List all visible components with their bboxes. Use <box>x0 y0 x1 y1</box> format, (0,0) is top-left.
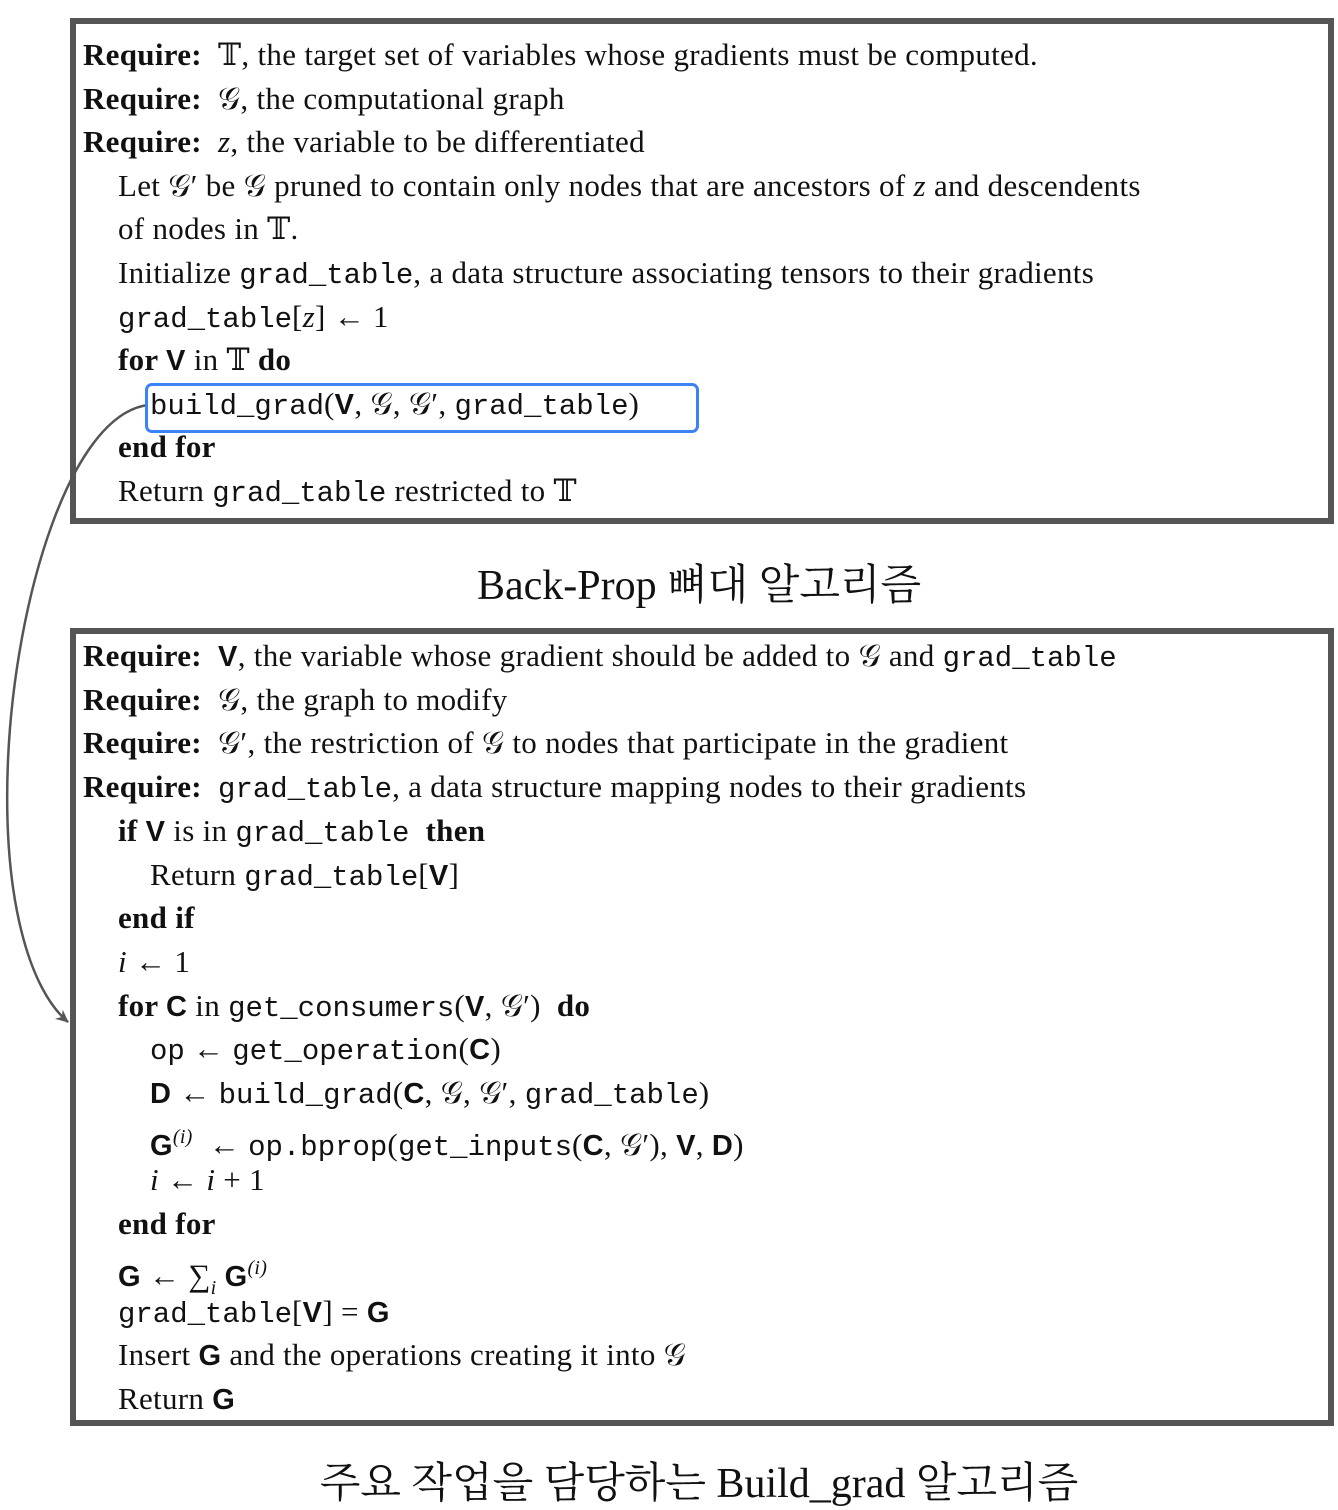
text: ( <box>387 1126 398 1162</box>
code-text: op.bprop <box>248 1130 388 1164</box>
backprop-line <box>83 77 565 121</box>
bold-variable: V <box>302 1296 323 1329</box>
text: , 𝒢′), <box>603 1126 677 1162</box>
text: , a data structure mapping nodes to their gradients <box>392 769 1027 805</box>
backprop-line <box>118 425 216 469</box>
text: Insert <box>118 1337 199 1373</box>
text: Return <box>118 473 213 508</box>
math-variable: i <box>206 1162 216 1198</box>
text: Return <box>118 1380 213 1416</box>
text: ) <box>490 1031 501 1067</box>
build-grad-line <box>118 940 190 984</box>
bold-variable: C <box>582 1129 604 1162</box>
bold-variable: V <box>464 990 485 1023</box>
code-text: grad_table <box>454 389 629 423</box>
text: in <box>187 987 229 1023</box>
bold-variable: V <box>334 388 355 421</box>
highlighted-call-box <box>145 383 699 433</box>
backprop-line <box>118 469 577 513</box>
math-variable: z <box>218 124 231 160</box>
bold-variable: G <box>224 1260 248 1293</box>
text: Let 𝒢′ be 𝒢 pruned to contain only nodes that are ancestors of <box>118 167 914 203</box>
bold-variable: V <box>676 1129 696 1162</box>
bold-variable: C <box>165 990 188 1023</box>
backprop-line <box>118 295 389 339</box>
text: ← <box>171 1075 219 1110</box>
build-grad-caption: 주요 작업을 담당하는 Build_grad 알고리즘 <box>319 1461 1079 1507</box>
keyword: Require: <box>83 725 202 761</box>
text: ] ← 1 <box>315 298 389 334</box>
superscript: (i) <box>247 1256 268 1279</box>
code-text: grad_table <box>118 302 293 336</box>
text: ) <box>628 385 640 421</box>
build-grad-line <box>118 984 590 1028</box>
code-text: grad_table <box>212 477 387 510</box>
backprop-line <box>118 207 299 251</box>
build-grad-line <box>118 1333 686 1377</box>
text: ( <box>324 385 335 421</box>
keyword: do <box>556 987 591 1023</box>
text: 𝕋, the target set of variables whose gradients must be computed. <box>201 37 1038 72</box>
text <box>202 769 218 804</box>
bold-variable: V <box>218 641 238 673</box>
text: ← <box>192 1126 249 1162</box>
bold-variable: V <box>145 815 166 848</box>
text: , 𝒢, 𝒢′, <box>354 385 455 421</box>
build-grad-line <box>150 1027 501 1071</box>
bold-variable: G <box>212 1383 236 1416</box>
backprop-caption: Back-Prop 뼈대 알고리즘 <box>476 563 922 609</box>
build-grad-line <box>83 634 1117 678</box>
build-grad-line <box>118 1377 235 1421</box>
backprop-line <box>118 251 1094 295</box>
bold-variable: G <box>150 1129 173 1162</box>
bold-variable: C <box>469 1034 491 1067</box>
text: ( <box>454 987 465 1023</box>
code-text: grad_table <box>235 816 410 850</box>
keyword: for <box>118 342 166 378</box>
text: ) <box>733 1126 744 1162</box>
text: ) <box>698 1075 710 1110</box>
build-grad-line <box>118 1290 390 1334</box>
text: , 𝒢, 𝒢′, <box>424 1075 525 1110</box>
build-grad-line <box>118 809 485 853</box>
text: 𝒢, the computational graph <box>201 80 565 116</box>
text: ( <box>392 1075 404 1110</box>
bold-variable: D <box>150 1078 172 1110</box>
keyword: end for <box>118 1206 216 1242</box>
bold-variable: C <box>403 1078 425 1110</box>
backprop-line <box>83 33 1038 77</box>
text <box>202 124 218 159</box>
superscript: (i) <box>172 1125 193 1148</box>
text: Initialize <box>118 255 240 290</box>
code-text: build_grad <box>218 1079 393 1112</box>
text: , 𝒢′) <box>484 987 557 1023</box>
keyword: end if <box>118 900 195 936</box>
text: [ <box>292 1293 303 1329</box>
code-text: grad_table <box>942 642 1117 675</box>
text <box>217 1258 225 1293</box>
code-text: grad_table <box>244 860 419 894</box>
text: ] <box>448 856 460 892</box>
text: in 𝕋 <box>185 342 258 378</box>
math-variable: z <box>913 167 926 203</box>
text <box>409 813 425 848</box>
keyword: if <box>118 812 146 848</box>
code-text: grad_table <box>218 773 393 807</box>
text: 𝒢′, the restriction of 𝒢 to nodes that participate in the gradient <box>201 725 1009 761</box>
text: ( <box>458 1031 470 1067</box>
code-text: get_consumers <box>228 991 455 1025</box>
build-grad-line <box>83 721 1008 765</box>
code-text: grad_table <box>118 1297 293 1331</box>
build-grad-line <box>118 1202 216 1246</box>
text: + 1 <box>215 1162 265 1198</box>
text: , <box>695 1126 712 1162</box>
bold-variable: D <box>711 1129 734 1162</box>
bold-variable: G <box>118 1260 141 1293</box>
keyword: Require: <box>83 37 202 72</box>
text: restricted to 𝕋 <box>386 473 577 508</box>
text: ( <box>571 1126 583 1162</box>
text <box>202 638 218 673</box>
bold-variable: G <box>366 1296 390 1329</box>
code-text: op <box>150 1035 185 1069</box>
math-variable: i <box>150 1162 159 1198</box>
code-text: get_inputs <box>397 1130 572 1164</box>
build-grad-line <box>150 853 459 897</box>
text: ← <box>184 1031 233 1067</box>
text: [ <box>418 856 429 892</box>
text: 𝒢, the graph to modify <box>201 681 508 717</box>
keyword: Require: <box>83 681 202 717</box>
build-grad-line <box>118 896 195 940</box>
keyword: Require: <box>83 769 202 805</box>
code-text: build_grad <box>150 389 325 423</box>
bold-variable: G <box>198 1340 222 1373</box>
text: of nodes in 𝕋. <box>118 211 299 247</box>
keyword: do <box>257 342 292 378</box>
keyword: Require: <box>83 638 202 673</box>
backprop-line <box>118 338 291 382</box>
text: ] = <box>322 1293 367 1329</box>
text: and descendents <box>925 167 1141 203</box>
build-grad-line <box>118 1246 268 1299</box>
backprop-line <box>118 164 1141 208</box>
build-grad-line <box>150 1158 265 1202</box>
code-text: get_operation <box>232 1035 459 1069</box>
text: and the operations creating it into 𝒢 <box>221 1337 687 1373</box>
text: Return <box>150 856 245 892</box>
keyword: end for <box>118 429 216 465</box>
text: ← ∑ <box>140 1257 211 1293</box>
subscript: i <box>210 1276 217 1299</box>
keyword: then <box>425 812 486 848</box>
math-variable: i <box>118 943 127 979</box>
text: [ <box>292 298 303 334</box>
build-grad-line <box>83 765 1026 809</box>
build-grad-line <box>83 678 508 722</box>
text: , a data structure associating tensors to their gradients <box>413 255 1095 290</box>
text: , the variable to be differentiated <box>230 124 645 160</box>
text: ← 1 <box>126 943 191 979</box>
text: is in <box>165 812 236 848</box>
keyword: for <box>118 987 166 1023</box>
backprop-line <box>83 120 645 164</box>
bold-variable: V <box>165 345 186 378</box>
code-text: grad_table <box>524 1079 699 1112</box>
build-grad-line <box>150 1115 744 1164</box>
text: , the variable whose gradient should be added to 𝒢 and <box>237 638 943 673</box>
math-variable: z <box>302 298 316 334</box>
bold-variable: V <box>428 859 449 892</box>
code-text: grad_table <box>239 259 414 292</box>
keyword: Require: <box>83 80 202 116</box>
keyword: Require: <box>83 124 202 160</box>
build-grad-line <box>150 1071 709 1115</box>
text: ← <box>158 1162 207 1198</box>
